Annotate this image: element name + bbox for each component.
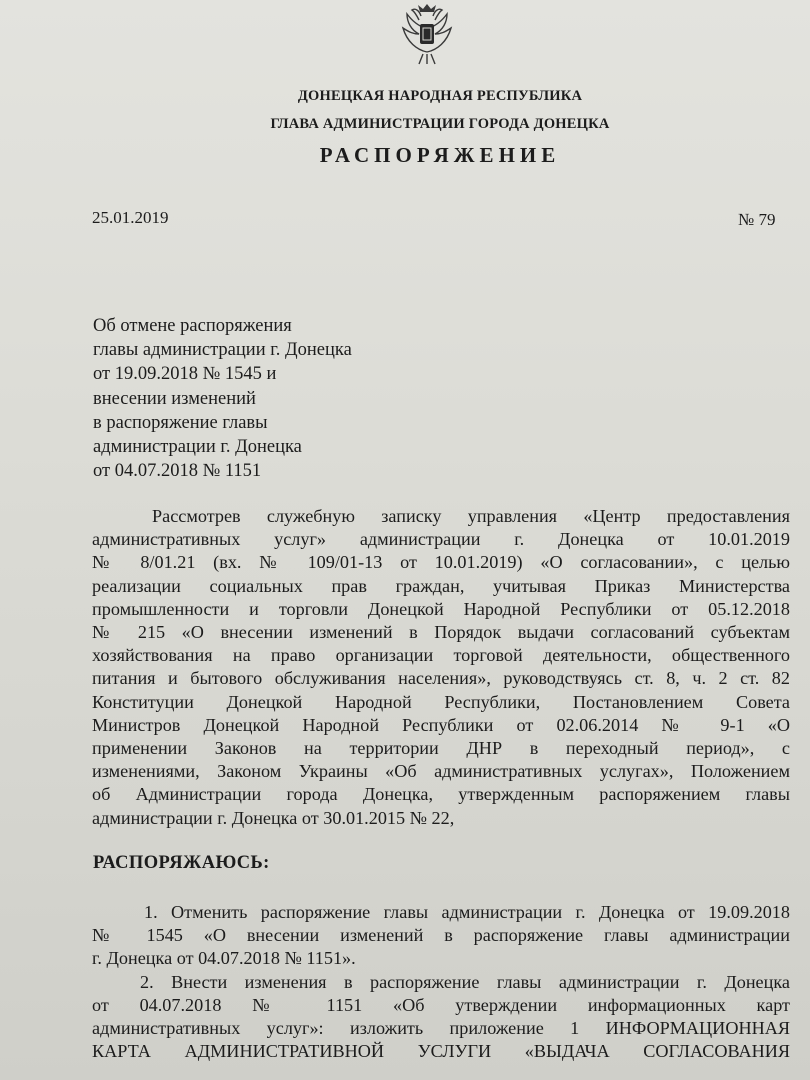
republic-name: ДОНЕЦКАЯ НАРОДНАЯ РЕСПУБЛИКА (297, 88, 583, 104)
decree-items (92, 901, 790, 1063)
item-line: 1. Отменить распоряжение главы администрации г. Донецка от 19.09.2018 (144, 902, 790, 922)
preamble-line: Рассмотрев служебную записку управления «Центр предоставления (152, 506, 790, 526)
item-line: № 1545 «О внесении изменений в распоряжение главы администрации (92, 925, 790, 946)
preamble-line: Конституции Донецкой Народной Республики, Постановлением Совета (92, 691, 790, 712)
item-line: административных услуг»: изложить приложение 1 ИНФОРМАЦИОННАЯ (92, 1018, 790, 1039)
preamble-paragraph (92, 505, 790, 830)
document-date: 25.01.2019 (92, 208, 169, 227)
document-title: РАСПОРЯЖЕНИЕ (319, 143, 561, 167)
decree-heading: РАСПОРЯЖАЮСЬ: (93, 853, 270, 873)
dpr-double-headed-eagle-icon (395, 2, 459, 66)
preamble-line: хозяйствования на право организации торговой деятельности, общественного (92, 645, 790, 666)
preamble-line: № 215 «О внесении изменений в Порядок выдачи согласований субъектам (92, 622, 790, 643)
preamble-line: применении Законов на территории ДНР в переходный период», с (92, 738, 790, 759)
preamble-line: об Администрации города Донецка, утвержденным распоряжением главы (92, 784, 790, 805)
item-line: г. Донецка от 04.07.2018 № 1151». (92, 948, 356, 969)
preamble-line: питания и бытового обслуживания населения», руководствуясь ст. 8, ч. 2 ст. 82 (92, 668, 790, 689)
document-subject (93, 314, 352, 483)
issuer-title: ГЛАВА АДМИНИСТРАЦИИ ГОРОДА ДОНЕЦКА (270, 116, 610, 132)
subject-line: главы администрации г. Донецка (93, 340, 352, 361)
item-line: КАРТА АДМИНИСТРАТИВНОЙ УСЛУГИ «ВЫДАЧА СОГЛАСОВАНИЯ (92, 1041, 790, 1062)
item-line: от 04.07.2018 № 1151 «Об утверждении информационных карт (92, 994, 790, 1015)
preamble-line: реализации социальных прав граждан, учитывая Приказ Министерства (92, 575, 790, 596)
preamble-line: № 8/01.21 (вх. № 109/01-13 от 10.01.2019) «О согласовании», с целью (92, 552, 790, 573)
preamble-line: Министров Донецкой Народной Республики от 02.06.2014 № 9-1 «О (92, 714, 790, 735)
preamble-line: администрации г. Донецка от 30.01.2015 № 22, (92, 807, 455, 828)
subject-line: в распоряжение главы (93, 412, 268, 433)
subject-line: от 19.09.2018 № 1545 и (93, 364, 277, 385)
item-line: 2. Внести изменения в распоряжение главы администрации г. Донецка (140, 971, 790, 992)
subject-line: Об отмене распоряжения (93, 316, 292, 336)
subject-line: внесении изменений (93, 388, 256, 409)
preamble-line: административных услуг» администрации г. Донецка от 10.01.2019 (92, 529, 790, 550)
document-number: № 79 (738, 210, 776, 229)
preamble-line: промышленности и торговли Донецкой Народной Республики от 05.12.2018 (92, 598, 790, 619)
subject-line: администрации г. Донецка (93, 437, 302, 458)
subject-line: от 04.07.2018 № 1151 (93, 461, 262, 482)
preamble-line: изменениями, Законом Украины «Об административных услугах», Положением (92, 761, 790, 782)
